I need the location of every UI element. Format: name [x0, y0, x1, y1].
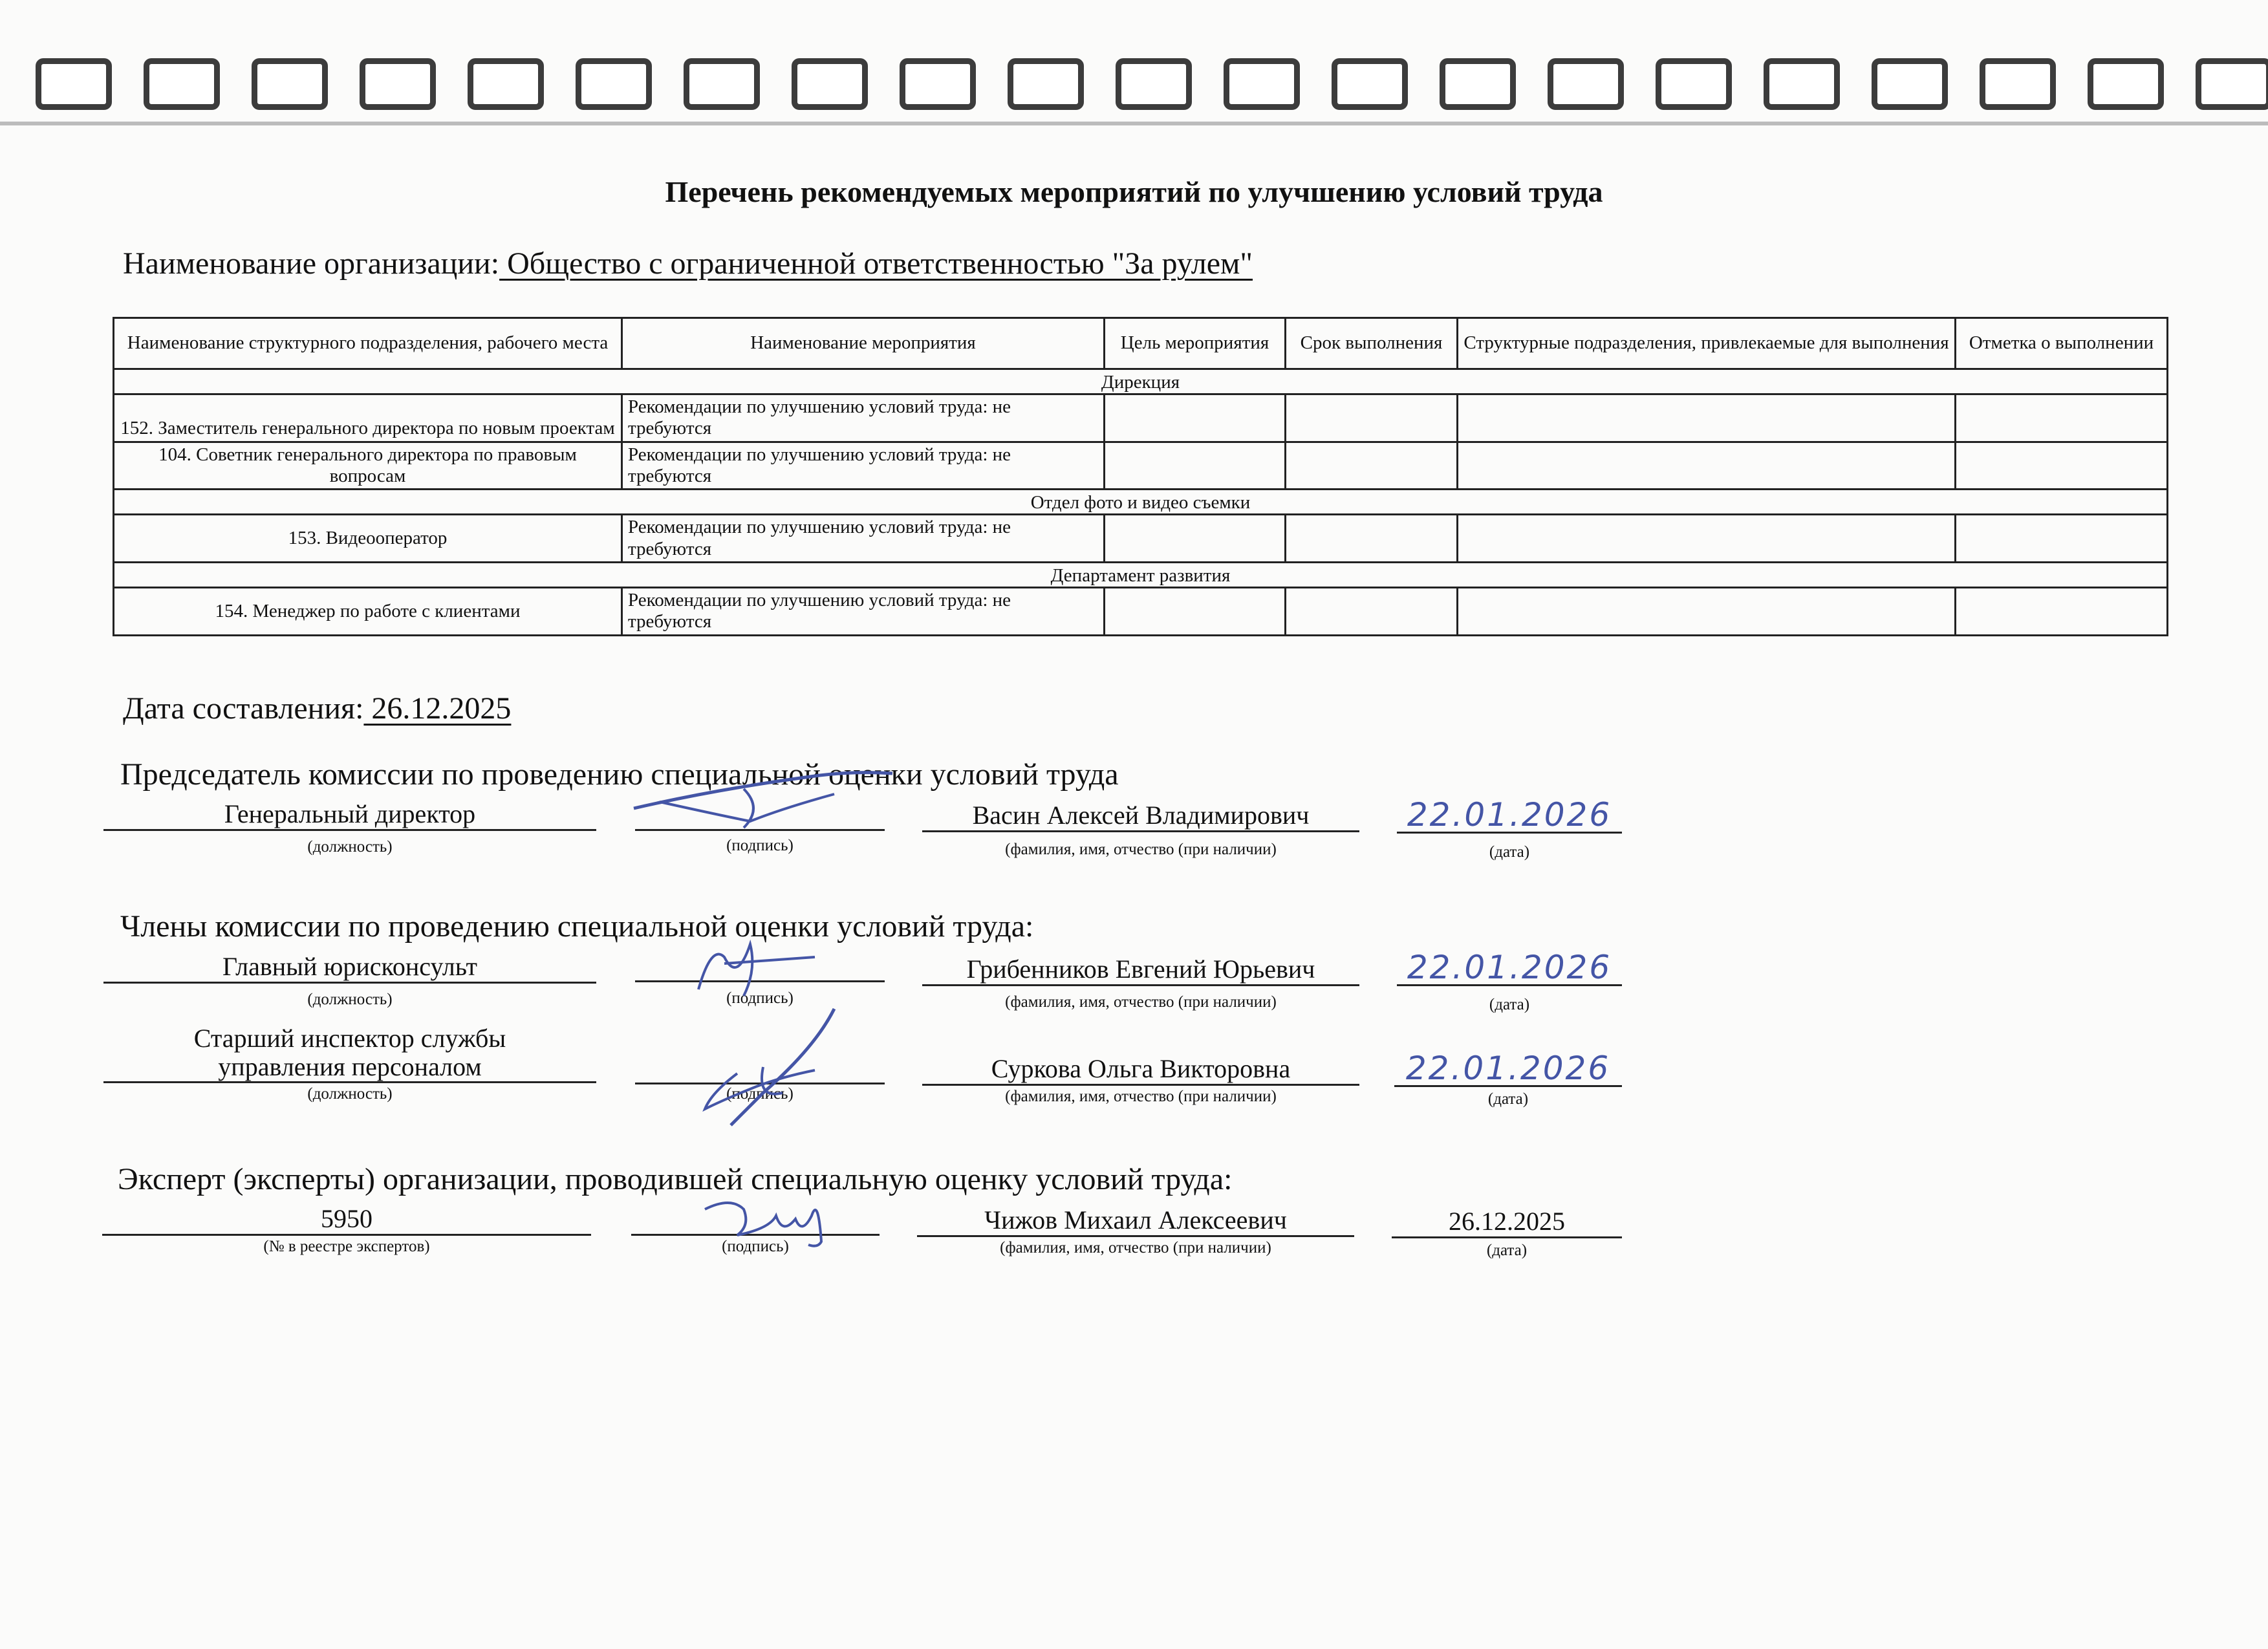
binding-hole [792, 58, 868, 110]
member-position-line2: управления персоналом [218, 1052, 482, 1081]
cell-workplace: 153. Видеооператор [114, 515, 622, 563]
cell-goal [1105, 515, 1286, 563]
header-workplace: Наименование структурного подразделения, рабочего места [114, 318, 622, 369]
chairman-date: 22.01.2026 [1397, 798, 1622, 834]
binding-hole [1008, 58, 1084, 110]
caption-date: (дата) [1489, 843, 1530, 861]
binding-hole [900, 58, 976, 110]
section-name: Дирекция [114, 369, 2168, 394]
caption-signature: (подпись) [726, 989, 794, 1007]
table-row [114, 515, 2168, 563]
table-row [114, 588, 2168, 636]
binding-ring-line [0, 122, 2268, 125]
caption-position: (должность) [307, 991, 393, 1008]
expert-name: Чижов Михаил Алексеевич [917, 1205, 1354, 1237]
binding-hole [468, 58, 544, 110]
binding-hole [1764, 58, 1840, 110]
cell-workplace: 154. Менеджер по работе с клиентами [114, 588, 622, 636]
header-departments: Структурные подразделения, привлекаемые для выполнения [1458, 318, 1956, 369]
chairman-name: Васин Алексей Владимирович [922, 801, 1359, 832]
caption-date: (дата) [1489, 996, 1530, 1013]
expert-signature [692, 1190, 847, 1248]
cell-deadline [1286, 442, 1458, 490]
caption-signature: (подпись) [726, 1085, 794, 1103]
cell-departments [1458, 394, 1956, 442]
binding-hole [1980, 58, 2056, 110]
binding-hole [1224, 58, 1300, 110]
caption-date: (дата) [1486, 1242, 1528, 1259]
cell-deadline [1286, 515, 1458, 563]
section-row [114, 563, 2168, 588]
binding-hole [144, 58, 220, 110]
section-name: Департамент развития [114, 563, 2168, 588]
compilation-date-label: Дата составления: [123, 691, 364, 726]
binding-hole [1548, 58, 1624, 110]
section-name: Отдел фото и видео съемки [114, 490, 2168, 515]
header-deadline: Срок выполнения [1286, 318, 1458, 369]
binding-hole [576, 58, 652, 110]
member-signature [686, 996, 854, 1132]
chairman-heading: Председатель комиссии по проведению специальной оценки условий труда [120, 757, 1119, 792]
cell-deadline [1286, 394, 1458, 442]
cell-workplace: 104. Советник генерального директора по правовым вопросам [114, 442, 622, 490]
caption-fullname: (фамилия, имя, отчество (при наличии) [1000, 1239, 1271, 1256]
cell-goal [1105, 588, 1286, 636]
caption-registry: (№ в реестре экспертов) [263, 1238, 430, 1255]
caption-signature: (подпись) [722, 1238, 789, 1255]
binding-hole [1440, 58, 1516, 110]
caption-fullname: (фамилия, имя, отчество (при наличии) [1005, 841, 1277, 858]
member-position: Главный юрисконсульт [103, 952, 596, 984]
member-position [103, 1024, 596, 1083]
expert-date: 26.12.2025 [1392, 1207, 1622, 1238]
member-date: 22.01.2026 [1394, 1051, 1622, 1087]
table-row [114, 394, 2168, 442]
cell-deadline [1286, 588, 1458, 636]
binding-hole [1116, 58, 1192, 110]
chairman-position: Генеральный директор [103, 799, 596, 831]
member-position-line1: Старший инспектор службы [193, 1024, 506, 1053]
table-row [114, 442, 2168, 490]
caption-position: (должность) [307, 1085, 393, 1103]
document-title: Перечень рекомендуемых мероприятий по улучшению условий труда [665, 175, 1603, 208]
cell-completion-mark [1956, 394, 2168, 442]
caption-signature: (подпись) [726, 837, 794, 854]
compilation-date-value: 26.12.2025 [363, 691, 512, 726]
cell-goal [1105, 442, 1286, 490]
section-row [114, 369, 2168, 394]
cell-measure: Рекомендации по улучшению условий труда: не требуются [622, 394, 1105, 442]
cell-departments [1458, 588, 1956, 636]
cell-completion-mark [1956, 442, 2168, 490]
header-goal: Цель мероприятия [1105, 318, 1286, 369]
binding-hole [1656, 58, 1732, 110]
cell-completion-mark [1956, 515, 2168, 563]
caption-date: (дата) [1487, 1090, 1529, 1108]
compilation-date-line [123, 691, 511, 726]
members-heading: Члены комиссии по проведению специальной оценки условий труда: [120, 909, 1034, 943]
expert-registry-number: 5950 [102, 1204, 591, 1236]
binding-hole [1332, 58, 1408, 110]
cell-goal [1105, 394, 1286, 442]
section-row [114, 490, 2168, 515]
table-header-row [114, 318, 2168, 369]
chairman-signature [621, 763, 905, 841]
caption-fullname: (фамилия, имя, отчество (при наличии) [1005, 993, 1277, 1011]
member-date: 22.01.2026 [1397, 951, 1622, 986]
member-name: Грибенников Евгений Юрьевич [922, 954, 1359, 986]
binding-hole [360, 58, 436, 110]
measures-table [113, 317, 2168, 636]
cell-departments [1458, 442, 1956, 490]
binding-hole [1872, 58, 1948, 110]
cell-departments [1458, 515, 1956, 563]
cell-completion-mark [1956, 588, 2168, 636]
cell-workplace: 152. Заместитель генерального директора по новым проектам [114, 394, 622, 442]
cell-measure: Рекомендации по улучшению условий труда: не требуются [622, 442, 1105, 490]
binding-hole [684, 58, 760, 110]
member-signature [686, 931, 841, 1002]
binding-hole [252, 58, 328, 110]
binding-hole [36, 58, 112, 110]
organization-name: Общество с ограниченной ответственностью "За рулем" [499, 246, 1253, 281]
organization-line [123, 246, 1253, 281]
member-name: Суркова Ольга Викторовна [922, 1054, 1359, 1086]
header-completion-mark: Отметка о выполнении [1956, 318, 2168, 369]
cell-measure: Рекомендации по улучшению условий труда: не требуются [622, 515, 1105, 563]
organization-label: Наименование организации: [123, 246, 500, 281]
binding-hole [2196, 58, 2268, 110]
binding-hole [2088, 58, 2164, 110]
caption-fullname: (фамилия, имя, отчество (при наличии) [1005, 1088, 1277, 1105]
binding-holes [0, 39, 2268, 136]
caption-position: (должность) [307, 838, 393, 856]
cell-measure: Рекомендации по улучшению условий труда: не требуются [622, 588, 1105, 636]
expert-heading: Эксперт (эксперты) организации, проводившей специальную оценку условий труда: [118, 1162, 1233, 1196]
header-measure: Наименование мероприятия [622, 318, 1105, 369]
